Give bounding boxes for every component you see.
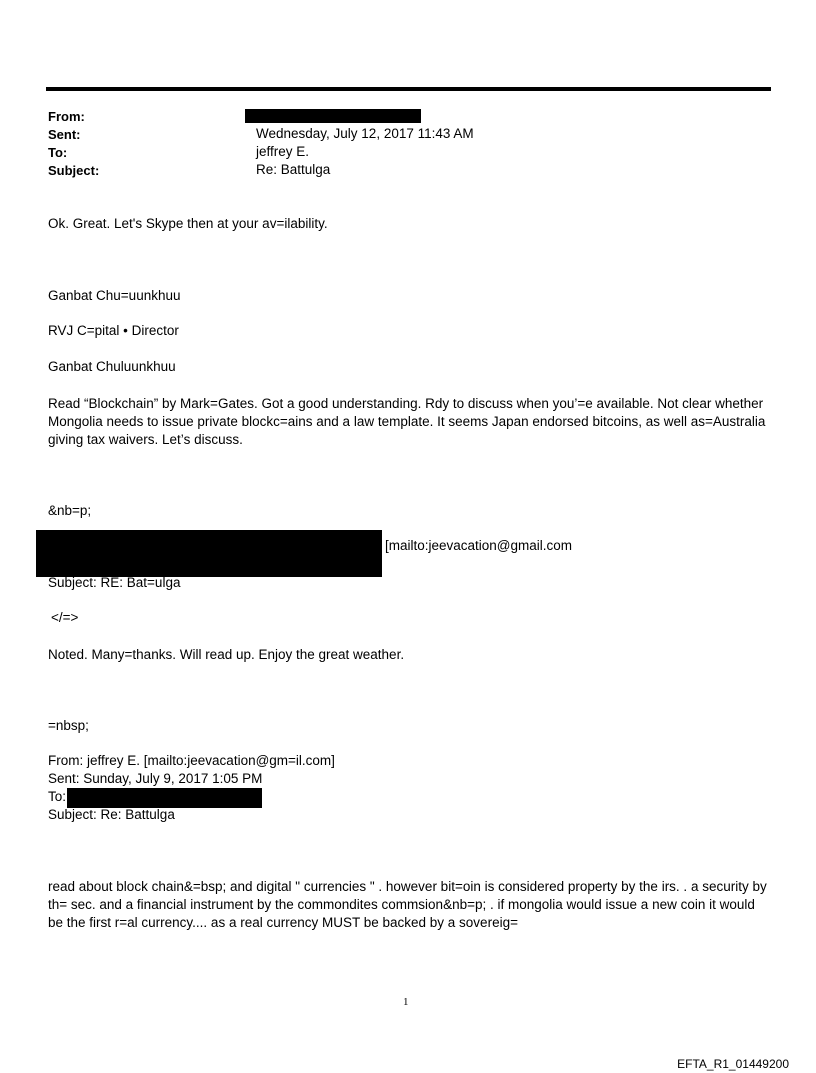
nbsp-artifact: &nb=p; xyxy=(48,503,92,518)
nbsp-artifact-2: =nbsp; xyxy=(48,718,89,733)
subject-label: Subject: xyxy=(48,163,100,178)
noted-line: Noted. Many=thanks. Will read up. Enjoy the great weather. xyxy=(48,647,405,662)
currency-paragraph: read about block chain&=bsp; and digital " currencies " . however bit=oin is considered property by the irs. . a security by th= sec. and a financial instrument by the commondites commsion&nb=p; . if mongolia would issue a new coin it would be the first r=al currency.... as a real currency MUST be backed by a sovereig= xyxy=(48,879,767,930)
signature-name-alt: Ganbat Chuluunkhuu xyxy=(48,359,176,374)
bates-number: EFTA_R1_01449200 xyxy=(677,1057,789,1071)
quoted-sent: Sent: Sunday, July 9, 2017 1:05 PM xyxy=(48,771,263,786)
sent-label: Sent: xyxy=(48,127,81,142)
tag-artifact: </=> xyxy=(51,610,79,625)
signature-title: RVJ C=pital • Director xyxy=(48,323,179,338)
quoted-subject: Subject: RE: Bat=ulga xyxy=(48,575,181,590)
to-label: To: xyxy=(48,145,68,160)
quoted-to-label: To: xyxy=(48,789,67,804)
mailto-link[interactable]: [mailto:jeevacation@gmail.com xyxy=(385,538,573,553)
page-number: 1 xyxy=(403,996,409,1008)
subject-value: Re: Battulga xyxy=(256,162,331,177)
quoted-from: From: jeffrey E. [mailto:jeevacation@gm=il.com] xyxy=(48,753,335,768)
redacted-block xyxy=(36,530,382,577)
sent-value: Wednesday, July 12, 2017 11:43 AM xyxy=(256,126,474,141)
redacted-to-recipient xyxy=(67,788,262,808)
to-value: jeffrey E. xyxy=(256,144,310,159)
redacted-from-address xyxy=(245,109,421,123)
blockchain-paragraph: Read “Blockchain” by Mark=Gates. Got a good understanding. Rdy to discuss when you’=e available. Not clear whether Mongolia needs to issue private blockc=ains and a law template. It seems Japan endorsed bitcoins, as well as=Australia giving tax waivers. Let’s discuss. xyxy=(48,396,766,447)
message-line: Ok. Great. Let's Skype then at your av=ilability. xyxy=(48,216,328,231)
signature-name: Ganbat Chu=uunkhuu xyxy=(48,288,181,303)
quoted-subject-2: Subject: Re: Battulga xyxy=(48,807,175,822)
header-rule xyxy=(46,87,771,91)
from-label: From: xyxy=(48,109,85,124)
